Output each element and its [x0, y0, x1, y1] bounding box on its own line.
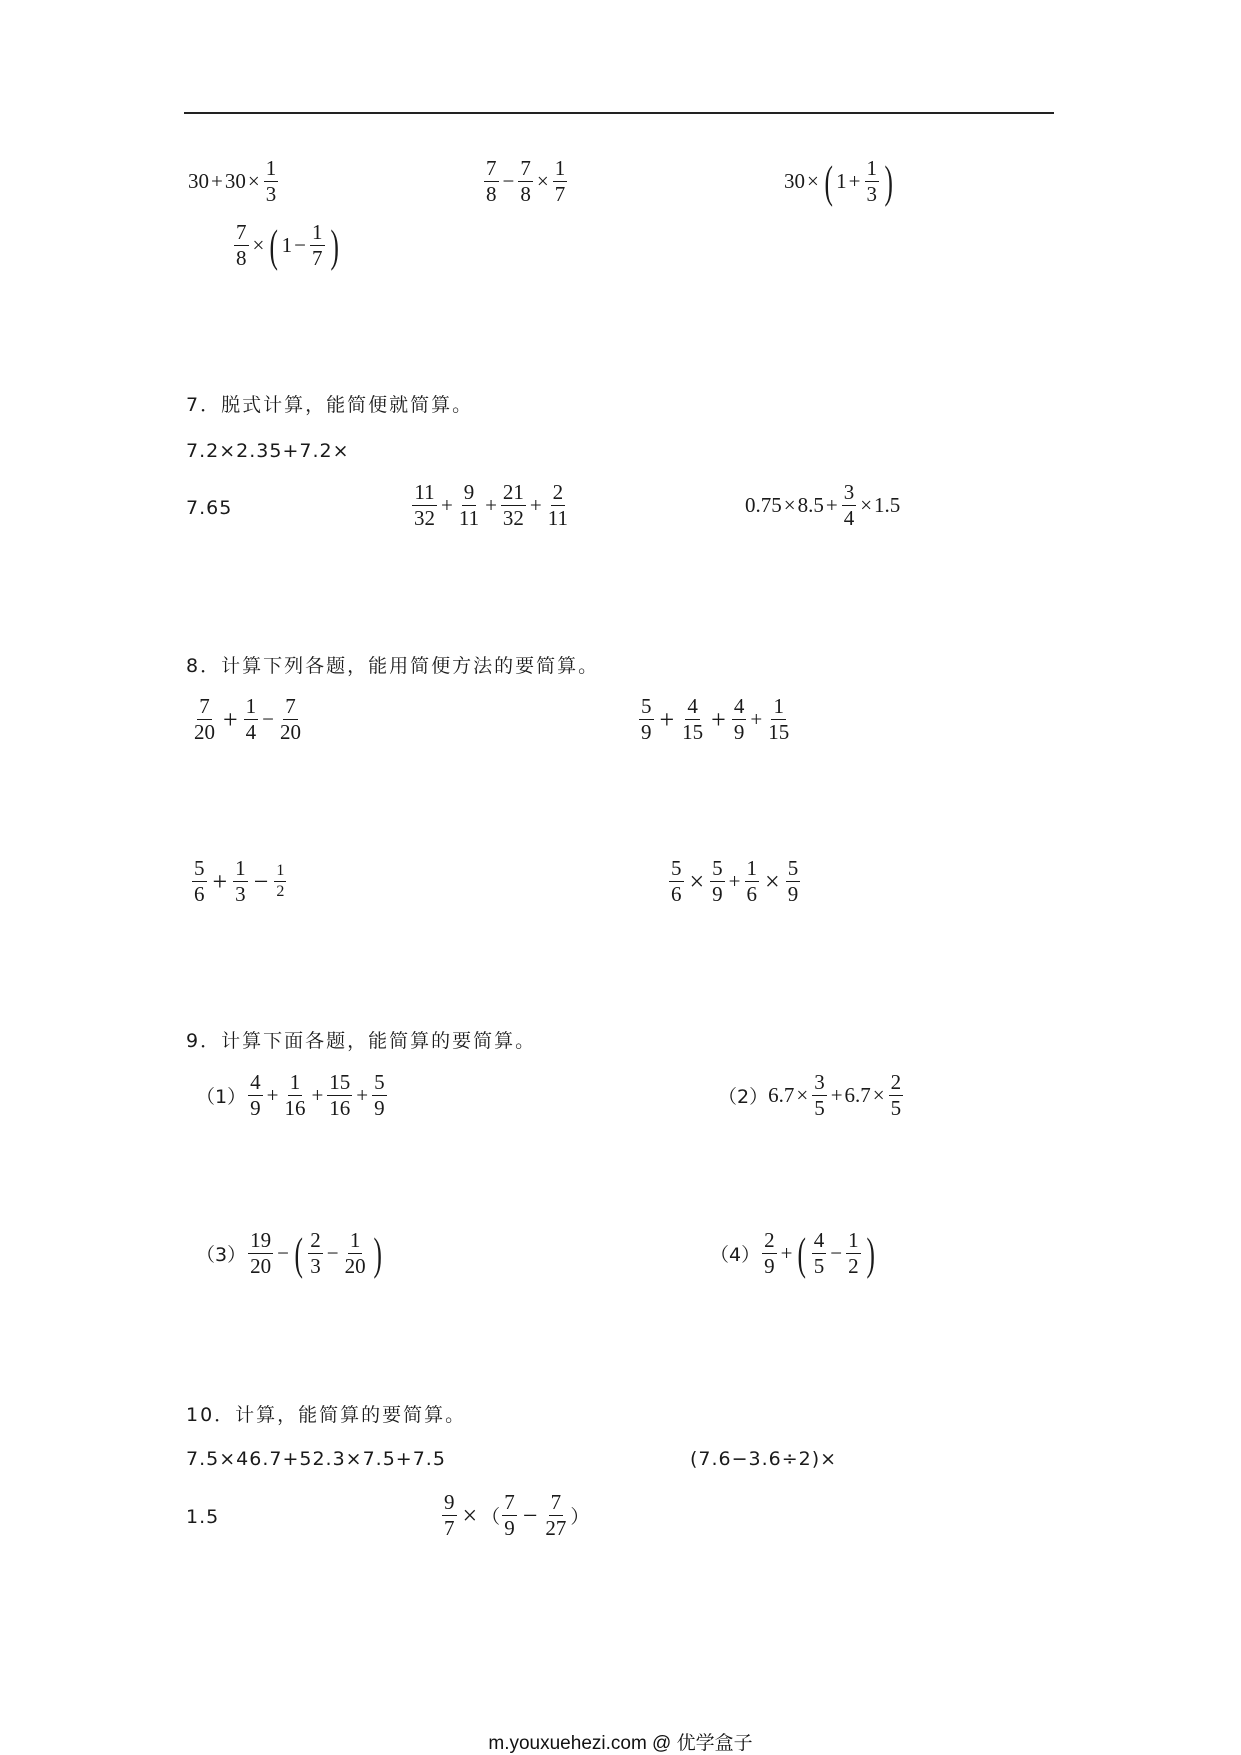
times-sign: × [247, 169, 260, 193]
fraction: $\frac{1}{3}$ [265, 156, 277, 206]
q10-expr-2-line1: (7.6−3.6÷2)× [690, 1448, 838, 1470]
expr-top-1 [188, 158, 280, 205]
question-9-heading: 9．计算下面各题，能简算的要简算。 [186, 1030, 537, 1052]
parenthesized-group: ( 1 + $\frac{1}{3}$ ) [824, 155, 893, 207]
header-rule [184, 112, 1054, 114]
minus-sign: − [502, 169, 515, 193]
parenthesized-group: ( 1 − $\frac{1}{7}$ ) [269, 219, 339, 271]
q9-expr-1: （1） $\frac{4}{9}$ + $\frac{1}{16}$ + $\frac{15}{16}$ + $\frac{5}{9}$ [196, 1070, 385, 1120]
q10-expr-1: 7.5×46.7+52.3×7.5+7.5 [186, 1448, 446, 1470]
q7-expr-3: 0.75 × 8.5 + $\frac{3}{4}$ × 1.5 [745, 480, 901, 530]
number: 30 [188, 169, 209, 193]
fraction: $\frac{7}{8}$ [520, 156, 531, 206]
q7-expr-1-line1: 7.2×2.35+7.2× [186, 440, 350, 462]
q8-expr-1: $\frac{7}{20}$ + $\frac{1}{4}$ − $\frac{7}{20}$ [194, 694, 302, 744]
q8-expr-4: $\frac{5}{6}$ × $\frac{5}{9}$ + $\frac{1}{6}$ × $\frac{5}{9}$ [671, 856, 799, 906]
item-label: （2） [718, 1086, 769, 1108]
number: 30 [784, 169, 805, 193]
times-sign: × [807, 169, 819, 193]
question-10-heading: 10．计算，能简算的要简算。 [186, 1404, 467, 1426]
q7-expr-2: $\frac{11}{32}$ + $\frac{9}{11}$ + $\frac{21}{32}$ + $\frac{2}{11}$ [414, 480, 568, 530]
q9-expr-2: （2） 6.7 × $\frac{3}{5}$ + 6.7 × $\frac{2}{5}$ [718, 1070, 902, 1120]
q10-expr-3: $\frac{9}{7}$ × （ $\frac{7}{9}$ − $\frac{7}{27}$ ） [444, 1490, 590, 1540]
question-7-heading: 7．脱式计算，能简便就简算。 [186, 394, 474, 416]
fraction: $\frac{7}{8}$ [486, 156, 497, 206]
times-sign: × [536, 169, 549, 193]
q8-expr-3: $\frac{5}{6}$ + $\frac{1}{3}$ − $\frac{1}{2}$ [194, 856, 285, 906]
plus-sign: + [211, 169, 223, 193]
expr-top-3 [784, 155, 896, 207]
item-label: （1） [196, 1086, 247, 1108]
q10-expr-2-line2: 1.5 [186, 1506, 220, 1528]
item-label: （4） [710, 1244, 761, 1266]
footer-watermark: m.youxuehezi.com @ 优学盒子 [488, 1733, 753, 1754]
times-sign: × [252, 233, 265, 257]
number: 30 [224, 169, 246, 193]
q9-expr-4: （4） $\frac{2}{9}$ + ( $\frac{4}{5}$ − $\frac{1}{2}$ ) [710, 1227, 875, 1279]
expr-top-4 [232, 219, 342, 271]
expr-top-2 [482, 158, 569, 205]
q7-expr-1-line2: 7.65 [186, 497, 233, 519]
fraction: $\frac{7}{8}$ [236, 220, 247, 270]
fraction: $\frac{1}{7}$ [554, 156, 566, 206]
q9-expr-3: （3） $\frac{19}{20}$ − ( $\frac{2}{3}$ − $\frac{1}{20}$ ) [196, 1227, 382, 1279]
item-label: （3） [196, 1244, 247, 1266]
q8-expr-2: $\frac{5}{9}$ + $\frac{4}{15}$ + $\frac{4}{9}$ + $\frac{1}{15}$ [641, 694, 790, 744]
question-8-heading: 8．计算下列各题，能用简便方法的要简算。 [186, 655, 600, 677]
